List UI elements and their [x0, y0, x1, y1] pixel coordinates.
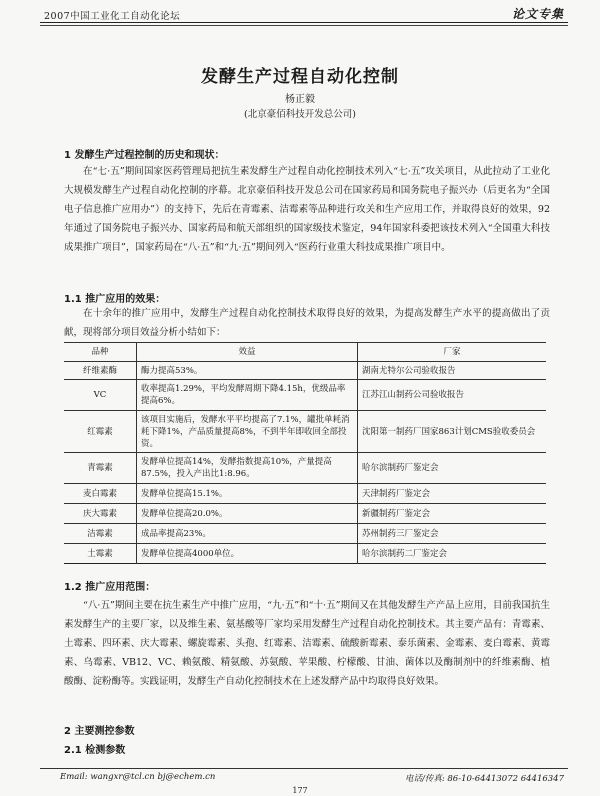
cell-maker: 江苏江山制药公司验收报告 — [358, 380, 547, 411]
section-1-2-heading: 1.2 推广应用范围： — [64, 582, 156, 593]
table-row — [64, 504, 546, 524]
column-header-maker: 厂家 — [358, 343, 547, 362]
section-1-1-heading: 1.1 推广应用的效果： — [64, 294, 166, 305]
table-row — [64, 544, 546, 564]
header-rule-thin — [40, 25, 568, 26]
cell-product: VC — [64, 380, 137, 411]
section-2-1-heading: 2.1 检测参数 — [64, 745, 126, 756]
cell-product: 纤维素酶 — [64, 362, 137, 380]
cell-effect: 发酵单位提高4000单位。 — [137, 544, 358, 564]
cell-maker: 哈尔滨制药二厂鉴定会 — [358, 544, 547, 564]
cell-effect: 该项目实施后，发酵水平平均提高了7.1%，罐批单耗消耗下降1%，产品质量提高8%，不到半年即收回全部投资。 — [137, 411, 358, 453]
table-row — [64, 453, 546, 484]
section-1-2-body: “八·五”期间主要在抗生素生产中推广应用，“九·五”和“十·五”期间又在其他发酵生产产品上应用，目前我国抗生素发酵生产的主要厂家，以及维生素、氨基酸等厂家均采用发酵生产过程自动化控制技术。其主要产品有：青霉素、土霉素、四环素、庆大霉素、螺旋霉素、头孢、红霉素、洁霉素、硫酸新霉素、泰乐菌素、金霉素、麦白霉素、黄霉素、乌霉素、VB12、VC、赖氨酸、精氨酸、苏氨酸、苹果酸、柠檬酸、甘油、菌体以及酶制剂中的纤维素酶、植酸酶、淀粉酶等。实践证明，发酵生产自动化控制技术在上述发酵产品中均取得良好效果。 — [64, 600, 550, 687]
cell-product: 青霉素 — [64, 453, 137, 484]
cell-effect: 收率提高1.29%，平均发酵周期下降4.15h，优级品率提高6%。 — [137, 380, 358, 411]
running-header-right: 论文专集 — [511, 7, 564, 21]
table-row — [64, 380, 546, 411]
table-row — [64, 524, 546, 544]
section-1-body: 在“七·五”期间国家医药管理局把抗生素发酵生产过程自动化控制技术列入“七·五”攻关项目，从此拉动了工业化大规模发酵生产过程自动化控制的序幕。北京豪佰科技开发总公司在国家药局和国务院电子振兴办（后更名为“全国电子信息推广应用办”）的支持下，先后在青霉素、洁霉素等品种进行攻关和生产应用工作，并取得良好的效果，92年通过了国务院电子振兴办、国家药局和航天部组织的国家级技术鉴定，94年国家科委把该技术列入“全国重大科技成果推广项目”，国家药局在“八·五”和“九·五”期间列入“医药行业重大科技成果推广项目中。 — [64, 166, 550, 253]
column-header-product: 品种 — [64, 343, 137, 362]
cell-product: 庆大霉素 — [64, 504, 137, 524]
cell-effect: 成品率提高23%。 — [137, 524, 358, 544]
section-2-heading: 2 主要测控参数 — [64, 726, 135, 737]
cell-product: 麦白霉素 — [64, 484, 137, 504]
cell-product: 土霉素 — [64, 544, 137, 564]
cell-effect: 发酵单位提高15.1%。 — [137, 484, 358, 504]
column-header-effect: 效益 — [137, 343, 358, 362]
cell-product: 洁霉素 — [64, 524, 137, 544]
cell-maker: 天津制药厂鉴定会 — [358, 484, 547, 504]
table-row — [64, 484, 546, 504]
cell-effect: 发酵单位提高14%，发酵指数提高10%，产量提高87.5%，投入产出比1:8.96。 — [137, 453, 358, 484]
cell-effect: 发酵单位提高20.0%。 — [137, 504, 358, 524]
table-header-row — [64, 343, 546, 362]
footer-phone: 电话/传真: 86-10-64413072 64416347 — [404, 774, 564, 784]
cell-maker: 新疆制药厂鉴定会 — [358, 504, 547, 524]
table-row — [64, 411, 546, 453]
running-header-left: 2007中国工业化工自动化论坛 — [44, 11, 181, 22]
benefit-table — [64, 342, 546, 564]
cell-maker: 苏州制药三厂鉴定会 — [358, 524, 547, 544]
cell-effect: 酶力提高53%。 — [137, 362, 358, 380]
table-row — [64, 362, 546, 380]
article-affiliation: (北京豪佰科技开发总公司) — [244, 109, 356, 120]
cell-maker: 沈阳第一制药厂国家863计划CMS验收委员会 — [358, 411, 547, 453]
cell-maker: 哈尔滨制药厂鉴定会 — [358, 453, 547, 484]
section-1-1-body: 在十余年的推广应用中，发酵生产过程自动化控制技术取得良好的效果，为提高发酵生产水平的提高做出了贡献，现将部分项目效益分析小结如下： — [64, 308, 550, 338]
header-rule — [40, 22, 568, 23]
page-number: 177 — [292, 786, 308, 795]
section-1-heading: 1 发酵生产过程控制的历史和现状： — [64, 150, 225, 161]
footer-email: Email: wangxr@tcl.cn bj@echem.cn — [60, 772, 216, 782]
cell-product: 红霉素 — [64, 411, 137, 453]
cell-maker: 湖南尤特尔公司验收报告 — [358, 362, 547, 380]
footer-rule — [40, 768, 568, 769]
article-author: 杨正毅 — [285, 94, 315, 105]
article-title: 发酵生产过程自动化控制 — [201, 67, 399, 87]
